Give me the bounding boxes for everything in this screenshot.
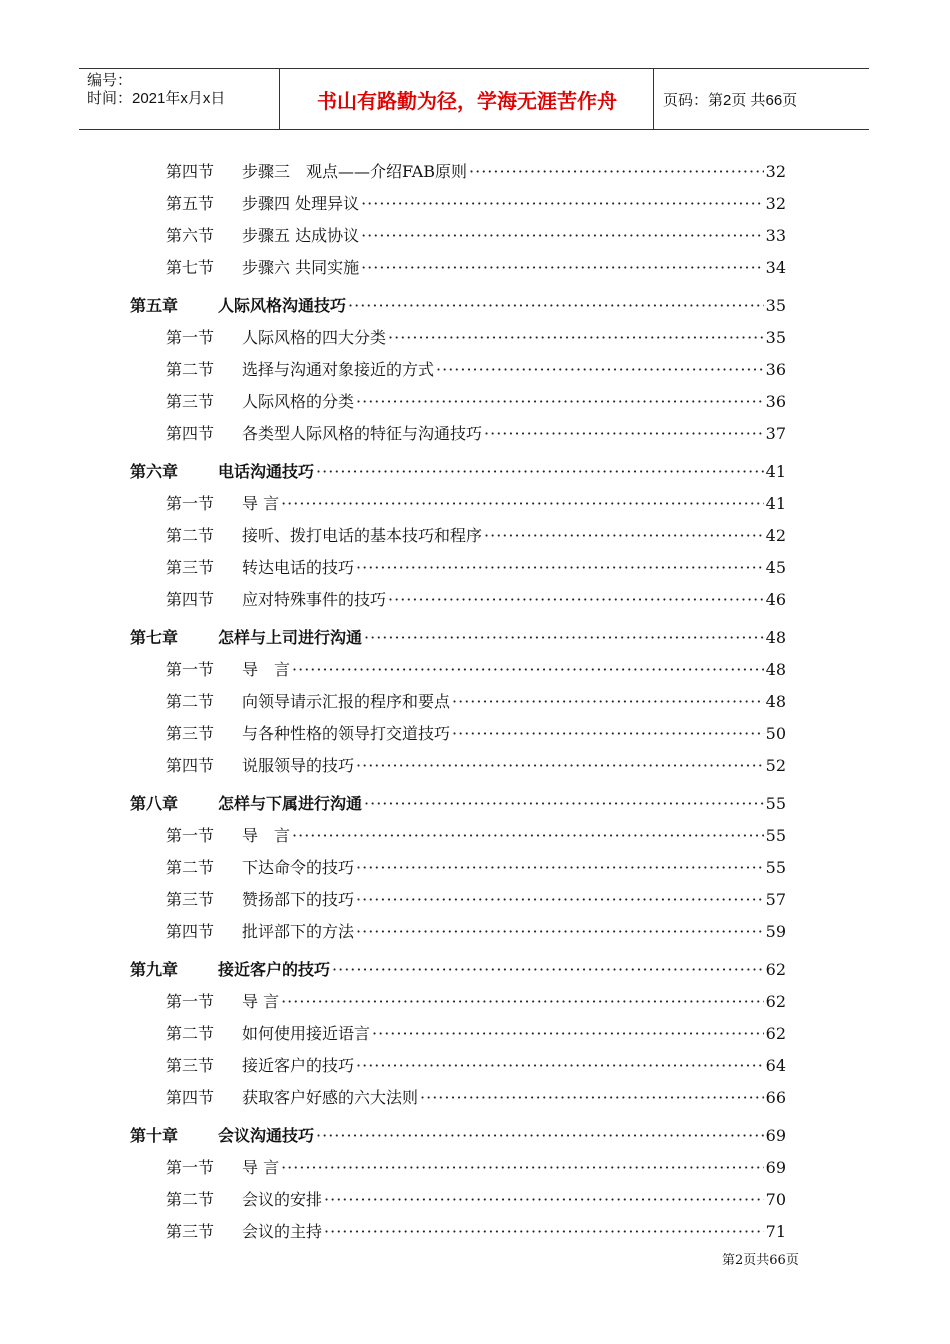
toc-entry-title: 导 言 bbox=[242, 494, 280, 513]
toc-entry-title: 各类型人际风格的特征与沟通技巧 bbox=[242, 424, 483, 443]
toc-entry-title: 接近客户的技巧 bbox=[242, 1056, 355, 1075]
toc-entry-number: 第五章 bbox=[130, 296, 179, 315]
toc-entry-page: 33 bbox=[765, 226, 786, 245]
toc-entry-number: 第七节 bbox=[166, 258, 215, 277]
toc-section-entry[interactable] bbox=[166, 256, 786, 280]
toc-leader-dots bbox=[484, 524, 764, 548]
toc-entry-page: 70 bbox=[765, 1190, 786, 1209]
toc-leader-dots bbox=[316, 460, 764, 484]
toc-section-entry[interactable] bbox=[166, 722, 786, 746]
toc-entry-title: 怎样与上司进行沟通 bbox=[218, 628, 363, 647]
toc-entry-page: 35 bbox=[765, 296, 786, 315]
toc-section-entry[interactable] bbox=[166, 1086, 786, 1110]
toc-entry-title: 选择与沟通对象接近的方式 bbox=[242, 360, 435, 379]
toc-entry-number: 第二节 bbox=[166, 526, 215, 545]
toc-chapter-entry[interactable] bbox=[130, 958, 786, 982]
toc-entry-number: 第一节 bbox=[166, 1158, 215, 1177]
toc-entry-title: 步骤六 共同实施 bbox=[242, 258, 360, 277]
toc-entry-page: 32 bbox=[765, 162, 786, 181]
toc-entry-title: 向领导请示汇报的程序和要点 bbox=[242, 692, 451, 711]
toc-entry-title: 会议的安排 bbox=[242, 1190, 323, 1209]
toc-entry-number: 第三节 bbox=[166, 1222, 215, 1241]
toc-entry-number: 第四节 bbox=[166, 424, 215, 443]
toc-leader-dots bbox=[348, 294, 764, 318]
toc-entry-number: 第三节 bbox=[166, 558, 215, 577]
header-motto: 书山有路勤为径，学海无涯苦作舟 bbox=[317, 88, 617, 113]
toc-entry-page: 34 bbox=[765, 258, 786, 277]
toc-entry-page: 66 bbox=[765, 1088, 786, 1107]
toc-section-entry[interactable] bbox=[166, 856, 786, 880]
toc-leader-dots bbox=[332, 958, 764, 982]
toc-entry-number: 第八章 bbox=[130, 794, 179, 813]
toc-entry-page: 57 bbox=[765, 890, 786, 909]
toc-leader-dots bbox=[281, 990, 764, 1014]
toc-chapter-entry[interactable] bbox=[130, 626, 786, 650]
toc-leader-dots bbox=[436, 358, 764, 382]
toc-entry-title: 电话沟通技巧 bbox=[218, 462, 315, 481]
toc-entry-number: 第二节 bbox=[166, 360, 215, 379]
toc-section-entry[interactable] bbox=[166, 524, 786, 548]
toc-entry-number: 第一节 bbox=[166, 992, 215, 1011]
toc-section-entry[interactable] bbox=[166, 556, 786, 580]
toc-entry-title: 导 言 bbox=[242, 992, 280, 1011]
toc-entry-title: 接近客户的技巧 bbox=[218, 960, 331, 979]
toc-entry-title: 批评部下的方法 bbox=[242, 922, 355, 941]
toc-entry-number: 第一节 bbox=[166, 328, 215, 347]
toc-section-entry[interactable] bbox=[166, 492, 786, 516]
toc-entry-page: 46 bbox=[765, 590, 786, 609]
toc-entry-title: 会议的主持 bbox=[242, 1222, 323, 1241]
toc-section-entry[interactable] bbox=[166, 1188, 786, 1212]
toc-entry-title: 人际风格沟通技巧 bbox=[218, 296, 347, 315]
toc-leader-dots bbox=[324, 1220, 764, 1244]
toc-section-entry[interactable] bbox=[166, 824, 786, 848]
toc-entry-title: 导 言 bbox=[242, 1158, 280, 1177]
toc-entry-page: 55 bbox=[765, 826, 786, 845]
toc-section-entry[interactable] bbox=[166, 588, 786, 612]
toc-entry-page: 62 bbox=[765, 992, 786, 1011]
toc-entry-number: 第四节 bbox=[166, 162, 215, 181]
toc-entry-page: 64 bbox=[765, 1056, 786, 1075]
toc-section-entry[interactable] bbox=[166, 1022, 786, 1046]
toc-entry-page: 41 bbox=[765, 494, 786, 513]
toc-entry-title: 下达命令的技巧 bbox=[242, 858, 355, 877]
toc-leader-dots bbox=[356, 556, 764, 580]
toc-entry-title: 应对特殊事件的技巧 bbox=[242, 590, 387, 609]
toc-leader-dots bbox=[361, 256, 764, 280]
toc-entry-title: 导 言 bbox=[242, 660, 291, 679]
toc-leader-dots bbox=[452, 722, 764, 746]
toc-entry-title: 会议沟通技巧 bbox=[218, 1126, 315, 1145]
toc-entry-title: 如何使用接近语言 bbox=[242, 1024, 371, 1043]
toc-entry-number: 第三节 bbox=[166, 724, 215, 743]
toc-entry-number: 第四节 bbox=[166, 756, 215, 775]
toc-entry-title: 人际风格的分类 bbox=[242, 392, 355, 411]
toc-entry-title: 与各种性格的领导打交道技巧 bbox=[242, 724, 451, 743]
toc-entry-number: 第六章 bbox=[130, 462, 179, 481]
toc-chapter-entry[interactable] bbox=[130, 294, 786, 318]
toc-leader-dots bbox=[324, 1188, 764, 1212]
toc-entry-page: 48 bbox=[765, 660, 786, 679]
toc-section-entry[interactable] bbox=[166, 160, 786, 184]
toc-entry-title: 怎样与下属进行沟通 bbox=[218, 794, 363, 813]
toc-leader-dots bbox=[356, 920, 764, 944]
toc-leader-dots bbox=[388, 588, 764, 612]
toc-entry-page: 69 bbox=[765, 1126, 786, 1145]
toc-entry-title: 转达电话的技巧 bbox=[242, 558, 355, 577]
toc-section-entry[interactable] bbox=[166, 326, 786, 350]
toc-section-entry[interactable] bbox=[166, 1054, 786, 1078]
toc-entry-number: 第三节 bbox=[166, 890, 215, 909]
toc-section-entry[interactable] bbox=[166, 422, 786, 446]
toc-entry-page: 48 bbox=[765, 692, 786, 711]
toc-entry-page: 50 bbox=[765, 724, 786, 743]
toc-leader-dots bbox=[420, 1086, 764, 1110]
toc-entry-number: 第二节 bbox=[166, 692, 215, 711]
toc-leader-dots bbox=[281, 492, 764, 516]
toc-leader-dots bbox=[292, 824, 764, 848]
toc-entry-number: 第二节 bbox=[166, 1190, 215, 1209]
toc-entry-page: 48 bbox=[765, 628, 786, 647]
toc-section-entry[interactable] bbox=[166, 224, 786, 248]
toc-entry-page: 59 bbox=[765, 922, 786, 941]
toc-leader-dots bbox=[356, 390, 764, 414]
toc-leader-dots bbox=[372, 1022, 764, 1046]
toc-section-entry[interactable] bbox=[166, 1156, 786, 1180]
time-label: 时间：2021年x月x日 bbox=[87, 90, 226, 107]
toc-entry-number: 第五节 bbox=[166, 194, 215, 213]
toc-section-entry[interactable] bbox=[166, 920, 786, 944]
toc-entry-title: 说服领导的技巧 bbox=[242, 756, 355, 775]
toc-entry-title: 步骤四 处理异议 bbox=[242, 194, 360, 213]
toc-leader-dots bbox=[361, 192, 764, 216]
toc-entry-page: 52 bbox=[765, 756, 786, 775]
toc-entry-number: 第三节 bbox=[166, 392, 215, 411]
toc-section-entry[interactable] bbox=[166, 390, 786, 414]
toc-leader-dots bbox=[452, 690, 764, 714]
toc-leader-dots bbox=[292, 658, 764, 682]
toc-entry-page: 55 bbox=[765, 858, 786, 877]
toc-chapter-entry[interactable] bbox=[130, 792, 786, 816]
toc-entry-title: 获取客户好感的六大法则 bbox=[242, 1088, 419, 1107]
toc-entry-title: 人际风格的四大分类 bbox=[242, 328, 387, 347]
toc-leader-dots bbox=[281, 1156, 764, 1180]
toc-entry-title: 步骤五 达成协议 bbox=[242, 226, 360, 245]
toc-entry-number: 第二节 bbox=[166, 858, 215, 877]
toc-entry-number: 第三节 bbox=[166, 1056, 215, 1075]
toc-entry-title: 赞扬部下的技巧 bbox=[242, 890, 355, 909]
toc-entry-page: 62 bbox=[765, 960, 786, 979]
toc-entry-number: 第二节 bbox=[166, 1024, 215, 1043]
toc-leader-dots bbox=[316, 1124, 764, 1148]
toc-leader-dots bbox=[356, 754, 764, 778]
toc-entry-title: 接听、拨打电话的基本技巧和程序 bbox=[242, 526, 483, 545]
toc-chapter-entry[interactable] bbox=[130, 460, 786, 484]
toc-section-entry[interactable] bbox=[166, 1220, 786, 1244]
toc-entry-page: 36 bbox=[765, 360, 786, 379]
toc-entry-page: 55 bbox=[765, 794, 786, 813]
toc-entry-number: 第四节 bbox=[166, 922, 215, 941]
toc-entry-number: 第十章 bbox=[130, 1126, 179, 1145]
toc-entry-page: 62 bbox=[765, 1024, 786, 1043]
toc-section-entry[interactable] bbox=[166, 690, 786, 714]
toc-entry-page: 42 bbox=[765, 526, 786, 545]
toc-entry-title: 导 言 bbox=[242, 826, 291, 845]
toc-entry-number: 第四节 bbox=[166, 590, 215, 609]
toc-entry-number: 第七章 bbox=[130, 628, 179, 647]
toc-entry-page: 37 bbox=[765, 424, 786, 443]
toc-entry-page: 71 bbox=[765, 1222, 786, 1241]
toc-chapter-entry[interactable] bbox=[130, 1124, 786, 1148]
toc-entry-page: 36 bbox=[765, 392, 786, 411]
code-label: 编号： bbox=[87, 72, 133, 89]
toc-entry-number: 第一节 bbox=[166, 826, 215, 845]
toc-entry-page: 32 bbox=[765, 194, 786, 213]
toc-leader-dots bbox=[469, 160, 764, 184]
toc-leader-dots bbox=[361, 224, 764, 248]
toc-entry-page: 45 bbox=[765, 558, 786, 577]
toc-section-entry[interactable] bbox=[166, 192, 786, 216]
toc-entry-page: 41 bbox=[765, 462, 786, 481]
toc-leader-dots bbox=[364, 626, 764, 650]
toc-section-entry[interactable] bbox=[166, 658, 786, 682]
toc-leader-dots bbox=[388, 326, 764, 350]
toc-entry-number: 第六节 bbox=[166, 226, 215, 245]
toc-section-entry[interactable] bbox=[166, 754, 786, 778]
toc-leader-dots bbox=[356, 856, 764, 880]
toc-leader-dots bbox=[364, 792, 764, 816]
toc-section-entry[interactable] bbox=[166, 888, 786, 912]
toc-entry-number: 第一节 bbox=[166, 494, 215, 513]
toc-section-entry[interactable] bbox=[166, 358, 786, 382]
toc-leader-dots bbox=[484, 422, 764, 446]
toc-entry-page: 69 bbox=[765, 1158, 786, 1177]
toc-leader-dots bbox=[356, 1054, 764, 1078]
toc-entry-number: 第四节 bbox=[166, 1088, 215, 1107]
header-page-label: 页码：第2页 共66页 bbox=[663, 91, 798, 109]
page-footer: 第2页共66页 bbox=[722, 1253, 799, 1268]
toc-section-entry[interactable] bbox=[166, 990, 786, 1014]
toc-entry-number: 第一节 bbox=[166, 660, 215, 679]
toc-entry-page: 35 bbox=[765, 328, 786, 347]
toc-entry-title: 步骤三 观点——介绍FAB原则 bbox=[242, 162, 468, 181]
toc-entry-number: 第九章 bbox=[130, 960, 179, 979]
toc-leader-dots bbox=[356, 888, 764, 912]
